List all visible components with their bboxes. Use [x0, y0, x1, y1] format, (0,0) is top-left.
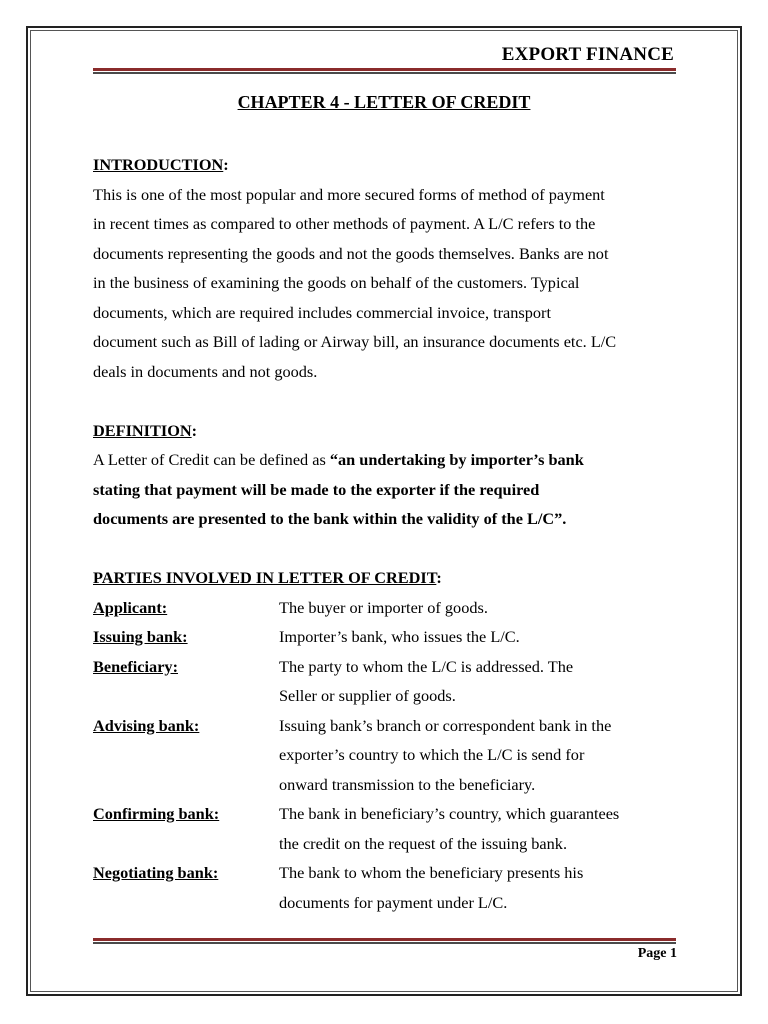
footer-rule: [93, 938, 676, 945]
party-term: Confirming bank:: [93, 804, 220, 823]
party-confirming-bank: [93, 799, 678, 858]
party-term: Negotiating bank:: [93, 863, 219, 882]
text-line: in the business of examining the goods on behalf of the customers. Typical: [93, 273, 580, 292]
text-line: documents are presented to the bank within the validity of the L/C”.: [93, 509, 567, 528]
party-description: The bank to whom the beneficiary presents his documents for payment under L/C.: [279, 863, 584, 912]
chapter-title: CHAPTER 4 - LETTER OF CREDIT: [237, 92, 531, 112]
text-line: deals in documents and not goods.: [93, 361, 318, 381]
party-issuing-bank: [93, 622, 678, 652]
party-negotiating-bank: [93, 858, 678, 917]
party-term: Beneficiary:: [93, 656, 178, 676]
party-description: The buyer or importer of goods.: [279, 597, 488, 617]
parties-list: [93, 593, 678, 918]
running-header: EXPORT FINANCE: [501, 44, 674, 65]
text-line: documents, which are required includes commercial invoice, transport: [93, 302, 551, 322]
party-description: The party to whom the L/C is addressed. The Seller or supplier of goods.: [279, 656, 574, 705]
text-line: document such as Bill of lading or Airway bill, an insurance documents etc. L/C: [93, 332, 617, 351]
party-beneficiary: [93, 652, 678, 711]
page-number: Page 1: [637, 946, 677, 961]
party-term: Applicant:: [93, 597, 168, 617]
introduction-heading: INTRODUCTION:: [93, 155, 229, 174]
definition-paragraph: [93, 445, 678, 534]
parties-heading: PARTIES INVOLVED IN LETTER OF CREDIT:: [93, 568, 442, 587]
party-description: Importer’s bank, who issues the L/C.: [279, 627, 520, 646]
introduction-paragraph: [93, 180, 678, 387]
header-rule: [93, 68, 676, 75]
document-body: [93, 150, 678, 917]
party-term: Issuing bank:: [93, 627, 188, 646]
text-line: stating that payment will be made to the exporter if the required: [93, 479, 540, 499]
party-advising-bank: [93, 711, 678, 800]
party-applicant: [93, 593, 678, 623]
party-description: The bank in beneficiary’s country, which guarantees the credit on the request of the issuing bank.: [279, 804, 620, 853]
text-line: documents representing the goods and not the goods themselves. Banks are not: [93, 243, 609, 263]
text-line: This is one of the most popular and more secured forms of method of payment: [93, 184, 605, 204]
text-line: in recent times as compared to other methods of payment. A L/C refers to the: [93, 214, 596, 233]
party-term: Advising bank:: [93, 715, 200, 735]
text-line: A Letter of Credit can be defined as “an undertaking by importer’s bank: [93, 450, 584, 469]
definition-heading: DEFINITION:: [93, 420, 198, 440]
party-description: Issuing bank’s branch or correspondent bank in the exporter’s country to which the L/C is send for onward transmission to the beneficiary.: [279, 715, 612, 794]
